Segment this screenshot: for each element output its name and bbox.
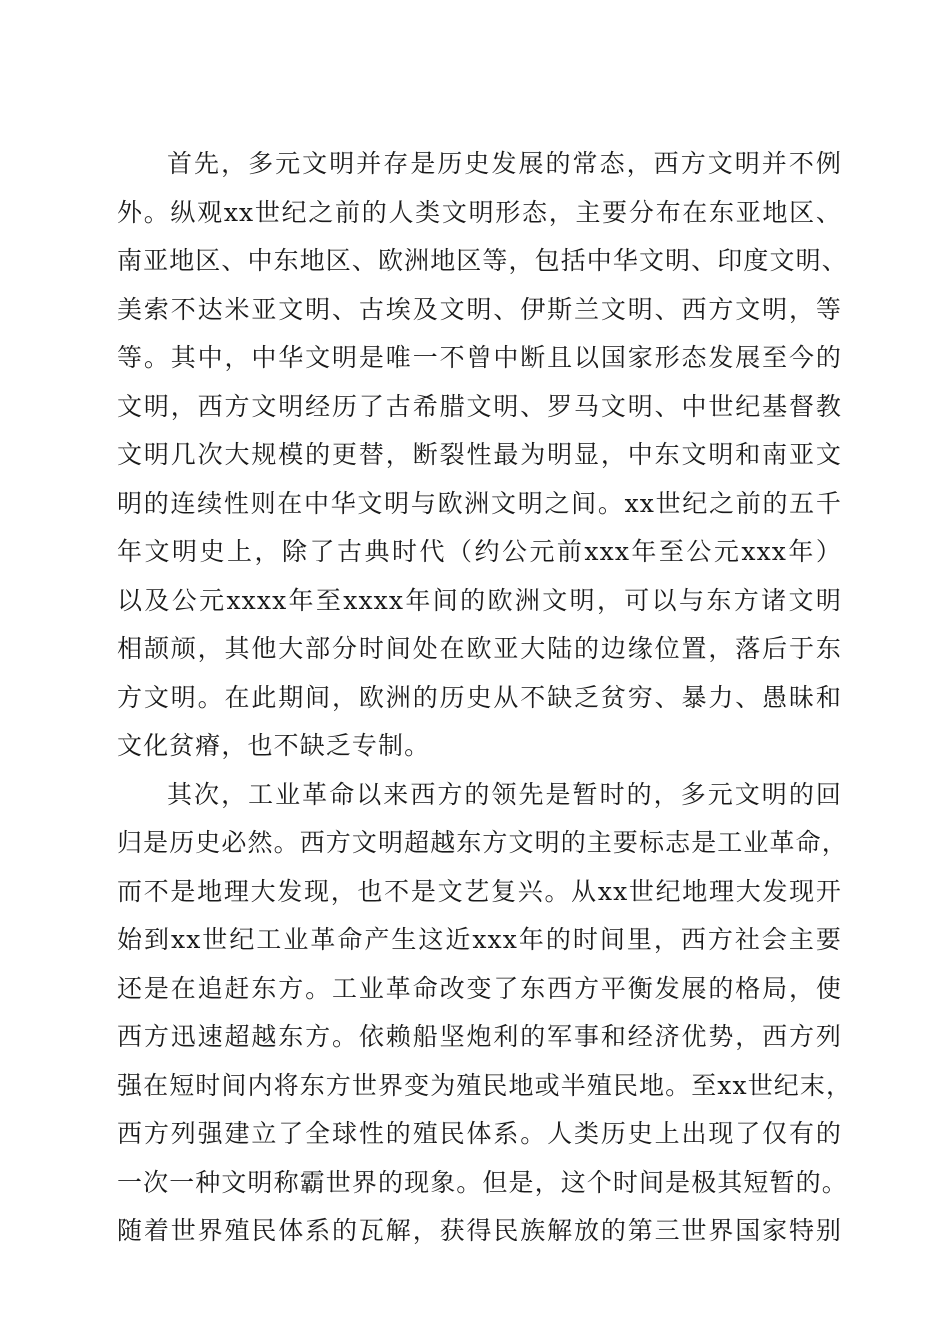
paragraph-line: 文明几次大规模的更替，断裂性最为明显，中东文明和南亚文 [117,440,842,469]
paragraph-line: 其次，工业革命以来西方的领先是暂时的，多元文明的回 [167,779,842,809]
paragraph-2 [117,771,853,1256]
paragraph-line-last: 文化贫瘠，也不缺乏专制。 [117,731,431,760]
paragraph-line: 美索不达米亚文明、古埃及文明、伊斯兰文明、西方文明，等 [117,294,842,324]
paragraph-line: 始到xx世纪工业革命产生这近xxx年的时间里，西方社会主要 [117,925,842,954]
paragraph-line: 西方迅速超越东方。依赖船坚炮利的军事和经济优势，西方列 [117,1022,842,1051]
paragraph-line: 强在短时间内将东方世界变为殖民地或半殖民地。至xx世纪末， [117,1070,853,1100]
paragraph-line: 西方列强建立了全球性的殖民体系。人类历史上出现了仅有的 [117,1119,842,1148]
paragraph-line: 随着世界殖民体系的瓦解，获得民族解放的第三世界国家特别 [117,1216,842,1245]
paragraph-line: 方文明。在此期间，欧洲的历史从不缺乏贫穷、暴力、愚昧和 [117,682,842,712]
paragraph-line: 还是在追赶东方。工业革命改变了东西方平衡发展的格局，使 [117,973,842,1003]
paragraph-line: 相颉颃，其他大部分时间处在欧亚大陆的边缘位置，落后于东 [117,634,842,663]
paragraph-line: 归是历史必然。西方文明超越东方文明的主要标志是工业革命， [117,828,848,857]
paragraph-line: 一次一种文明称霸世界的现象。但是，这个时间是极其短暂的。 [117,1167,848,1197]
paragraph-line: 以及公元xxxx年至xxxx年间的欧洲文明，可以与东方诸文明 [117,585,842,615]
paragraph-line: 年文明史上，除了古典时代（约公元前xxx年至公元xxx年） [117,537,842,566]
paragraph-1 [117,140,848,771]
paragraph-line: 首先，多元文明并存是历史发展的常态，西方文明并不例 [167,149,842,178]
paragraph-line: 文明，西方文明经历了古希腊文明、罗马文明、中世纪基督教 [117,391,842,421]
paragraph-line: 等。其中，中华文明是唯一不曾中断且以国家形态发展至今的 [117,343,842,372]
paragraph-line: 而不是地理大发现，也不是文艺复兴。从xx世纪地理大发现开 [117,876,842,906]
paragraph-line: 外。纵观xx世纪之前的人类文明形态，主要分布在东亚地区、 [117,197,842,227]
paragraph-line: 明的连续性则在中华文明与欧洲文明之间。xx世纪之前的五千 [117,488,842,518]
document-body [117,140,853,1256]
paragraph-line: 南亚地区、中东地区、欧洲地区等，包括中华文明、印度文明、 [117,246,848,275]
